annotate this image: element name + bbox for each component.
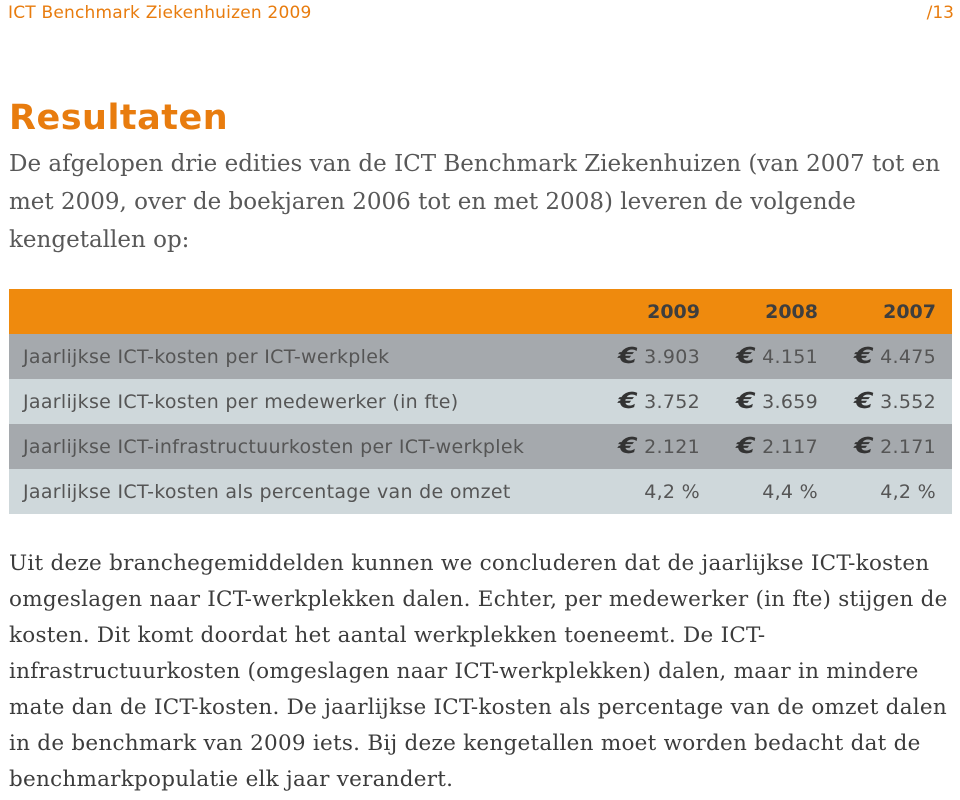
- value-text: 3.659: [762, 391, 818, 413]
- row-label: Jaarlijkse ICT-kosten als percentage van de omzet: [9, 469, 598, 514]
- table-row: [9, 379, 952, 424]
- euro-icon: €: [733, 344, 759, 369]
- running-title: ICT Benchmark Ziekenhuizen 2009: [8, 3, 312, 23]
- value-cell: [834, 424, 952, 469]
- table-row: [9, 424, 952, 469]
- conclusion-paragraph: Uit deze branchegemiddelden kunnen we concluderen dat de jaarlijkse ICT-kosten omgeslagen naar ICT-werkplekken dalen. Echter, per medewerker (in fte) stijgen de kosten. Dit komt doordat het aantal werkplekken toeneemt. De ICT-infrastructuurkosten (omgeslagen naar ICT-werkplekken) dalen, maar in mindere mate dan de ICT-kosten. De jaarlijkse ICT-kosten als percentage van de omzet dalen in de benchmark van 2009 iets. Bij deze kengetallen moet worden bedacht dat de benchmarkpopulatie elk jaar verandert.: [9, 551, 948, 792]
- intro-paragraph: De afgelopen drie edities van de ICT Benchmark Ziekenhuizen (van 2007 tot en met 2009, over de boekjaren 2006 tot en met 2008) leveren de volgende kengetallen op:: [9, 151, 941, 253]
- row-label: Jaarlijkse ICT-kosten per ICT-werkplek: [9, 334, 598, 379]
- page-number: /13: [926, 3, 954, 23]
- value-cell: [716, 424, 834, 469]
- euro-icon: €: [615, 434, 641, 459]
- value-text: 3.903: [644, 346, 700, 368]
- value-cell: [598, 379, 716, 424]
- value-cell: 4,2 %: [834, 469, 952, 514]
- euro-icon: €: [733, 434, 759, 459]
- value-text: 3.752: [644, 391, 700, 413]
- value-text: 2.121: [644, 436, 700, 458]
- year-header-2007: 2007: [834, 289, 952, 334]
- value-text: 4.151: [762, 346, 818, 368]
- year-header-2009: 2009: [598, 289, 716, 334]
- euro-icon: €: [615, 344, 641, 369]
- value-cell: 4,2 %: [598, 469, 716, 514]
- kpi-table: [9, 289, 952, 514]
- value-cell: 4,4 %: [716, 469, 834, 514]
- year-header-2008: 2008: [716, 289, 834, 334]
- table-header-row: [9, 289, 952, 334]
- section-heading: Resultaten: [9, 98, 229, 138]
- value-text: 3.552: [880, 391, 936, 413]
- euro-icon: €: [615, 389, 641, 414]
- value-text: 2.171: [880, 436, 936, 458]
- header-blank-cell: [9, 289, 598, 334]
- value-cell: [716, 334, 834, 379]
- value-cell: [598, 334, 716, 379]
- table-row: [9, 334, 952, 379]
- value-cell: [716, 379, 834, 424]
- row-label: Jaarlijkse ICT-kosten per medewerker (in fte): [9, 379, 598, 424]
- value-cell: [834, 334, 952, 379]
- euro-icon: €: [851, 344, 877, 369]
- euro-icon: €: [851, 434, 877, 459]
- value-cell: [834, 379, 952, 424]
- value-text: 2.117: [762, 436, 818, 458]
- row-label: Jaarlijkse ICT-infrastructuurkosten per ICT-werkplek: [9, 424, 598, 469]
- value-cell: [598, 424, 716, 469]
- euro-icon: €: [851, 389, 877, 414]
- table-row: [9, 469, 952, 514]
- euro-icon: €: [733, 389, 759, 414]
- value-text: 4.475: [880, 346, 936, 368]
